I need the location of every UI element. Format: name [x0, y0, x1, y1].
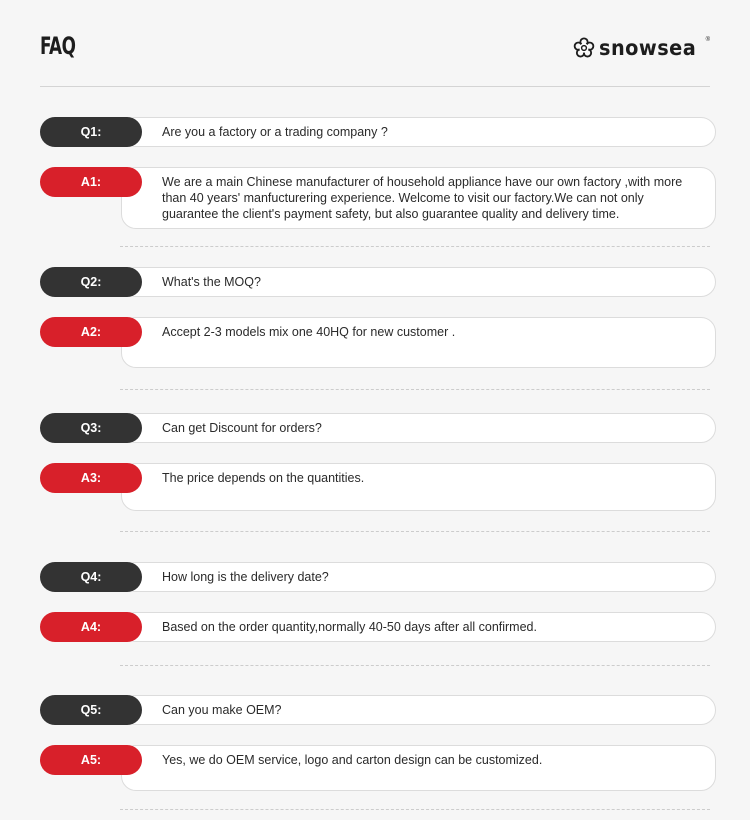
- faq-answer-row: [40, 317, 716, 368]
- faq-answer-row: [40, 167, 716, 229]
- question-label: Q5:: [40, 695, 142, 725]
- question-label: Q1:: [40, 117, 142, 147]
- faq-divider: [120, 531, 710, 532]
- answer-text: We are a main Chinese manufacturer of household appliance have our own factory ,with more than 40 years' manfucturering experience. Welcome to visit our factory.We can not only guarantee the client's payment safety, but also guarantee quality and delivery time.: [162, 175, 683, 221]
- answer-text: The price depends on the quantities.: [162, 471, 365, 485]
- faq-divider: [120, 246, 710, 247]
- faq-divider: [120, 665, 710, 666]
- answer-label: A5:: [40, 745, 142, 775]
- answer-text: Yes, we do OEM service, logo and carton design can be customized.: [162, 753, 543, 767]
- faq-question-row: [40, 117, 716, 147]
- question-text: Are you a factory or a trading company ?: [162, 125, 388, 139]
- question-text: How long is the delivery date?: [162, 570, 329, 584]
- faq-divider: [120, 389, 710, 390]
- brand-logo: [573, 35, 710, 61]
- page-header: [40, 30, 710, 70]
- header-divider: [40, 86, 710, 87]
- answer-text: Based on the order quantity,normally 40-50 days after all confirmed.: [162, 620, 537, 634]
- faq-answer-row: [40, 745, 716, 791]
- brand-registered-mark: ®: [705, 37, 710, 43]
- faq-answer-row: [40, 612, 716, 642]
- faq-question-row: [40, 695, 716, 725]
- question-text: Can get Discount for orders?: [162, 421, 322, 435]
- question-label: Q2:: [40, 267, 142, 297]
- question-text: What's the MOQ?: [162, 275, 261, 289]
- answer-label: A1:: [40, 167, 142, 197]
- answer-label: A4:: [40, 612, 142, 642]
- question-label: Q4:: [40, 562, 142, 592]
- answer-label: A2:: [40, 317, 142, 347]
- faq-answer-row: [40, 463, 716, 511]
- brand-name: snowsea: [598, 36, 697, 60]
- answer-label: A3:: [40, 463, 142, 493]
- flower-logo-icon: [573, 37, 595, 59]
- faq-question-row: [40, 413, 716, 443]
- faq-question-row: [40, 267, 716, 297]
- faq-question-row: [40, 562, 716, 592]
- answer-text: Accept 2-3 models mix one 40HQ for new customer .: [162, 325, 456, 339]
- question-label: Q3:: [40, 413, 142, 443]
- page-title: FAQ: [40, 32, 76, 60]
- question-text: Can you make OEM?: [162, 703, 282, 717]
- faq-divider: [120, 809, 710, 810]
